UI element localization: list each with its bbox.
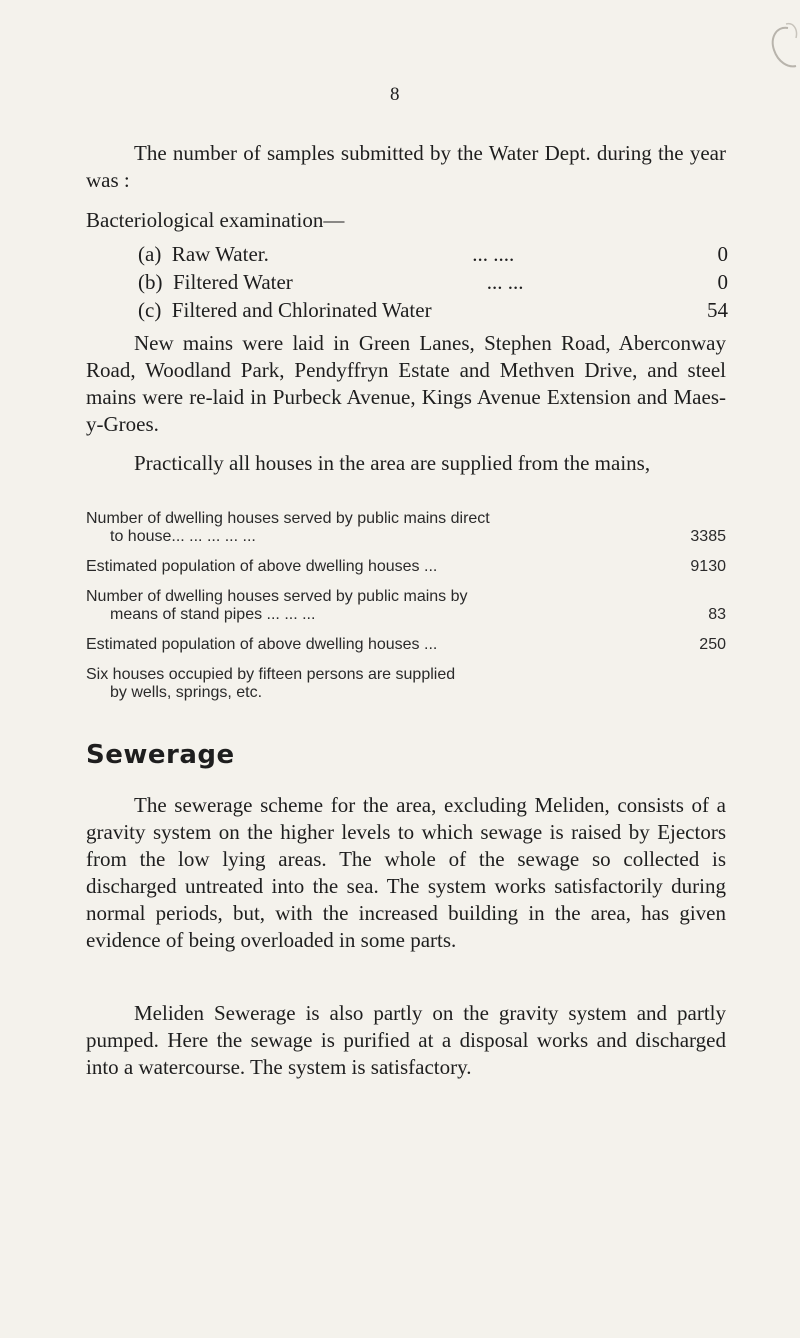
row-value: 9130 — [690, 558, 726, 575]
supply-table — [86, 510, 726, 702]
row-value: 250 — [699, 636, 726, 653]
sample-row — [138, 240, 728, 268]
page-corner-mark — [758, 10, 798, 80]
row-value: 83 — [708, 606, 726, 623]
table-row — [86, 636, 726, 654]
row-text: Number of dwelling houses served by public mains direct — [86, 510, 490, 527]
sample-row — [138, 268, 728, 296]
table-row — [86, 666, 726, 702]
table-row — [86, 588, 726, 624]
sample-label: (a) Raw Water. — [138, 242, 269, 266]
row-text: Number of dwelling houses served by public mains by — [86, 588, 468, 605]
sample-label: (c) Filtered and Chlorinated Water — [138, 298, 432, 322]
new-mains-text: New mains were laid in Green Lanes, Stephen Road, Aberconway Road, Woodland Park, Pendyffryn Estate and Methven Drive, and steel mains were re-laid in Purbeck Avenue, Kings Avenue Extension and Maes-y-Groes. — [86, 331, 726, 436]
row-text: Estimated population of above dwelling houses ... — [86, 558, 438, 575]
sample-value: 0 — [717, 242, 728, 266]
intro-paragraph — [86, 140, 726, 194]
sewerage-paragraph-2 — [86, 1000, 726, 1081]
row-text: Six houses occupied by fifteen persons are supplied — [86, 666, 456, 683]
new-mains-paragraph — [86, 330, 726, 438]
table-row — [86, 510, 726, 546]
row-text-continued: to house... ... ... ... ... — [110, 528, 256, 545]
sample-dots — [432, 296, 707, 324]
row-text: Estimated population of above dwelling houses ... — [86, 636, 438, 653]
sewerage-paragraph-1 — [86, 792, 726, 954]
sewerage-text-1: The sewerage scheme for the area, excluding Meliden, consists of a gravity system on the higher levels to which sewage is raised by Ejectors from the low lying areas. The whole of the sewage so collected is discharged untreated into the sea. The system works satisfactorily during normal periods, but, with the increased building in the area, has given evidence of being overloaded in some parts. — [86, 793, 726, 952]
sample-dots: ... ... — [486, 270, 524, 294]
sample-list — [138, 240, 728, 324]
sample-label: (b) Filtered Water — [138, 270, 293, 294]
sample-value: 54 — [707, 298, 728, 322]
practically-paragraph — [86, 450, 726, 477]
table-row — [86, 558, 726, 576]
row-text-continued: means of stand pipes ... ... ... — [110, 606, 316, 623]
row-text-continued: by wells, springs, etc. — [110, 684, 263, 701]
bacteriological-header: Bacteriological examination— — [86, 208, 345, 232]
sewerage-text-2: Meliden Sewerage is also partly on the gravity system and partly pumped. Here the sewage is purified at a disposal works and discharged into a watercourse. The system is satisfactory. — [86, 1001, 726, 1079]
row-value: 3385 — [690, 528, 726, 545]
intro-text: The number of samples submitted by the Water Dept. during the year was : — [86, 141, 726, 192]
practically-text: Practically all houses in the area are supplied from the mains, — [134, 451, 651, 475]
sample-row — [138, 296, 728, 324]
section-title-sewerage: Sewerage — [86, 740, 235, 770]
page-number: 8 — [390, 84, 400, 105]
sample-dots: ... .... — [472, 242, 515, 266]
sample-value: 0 — [717, 270, 728, 294]
